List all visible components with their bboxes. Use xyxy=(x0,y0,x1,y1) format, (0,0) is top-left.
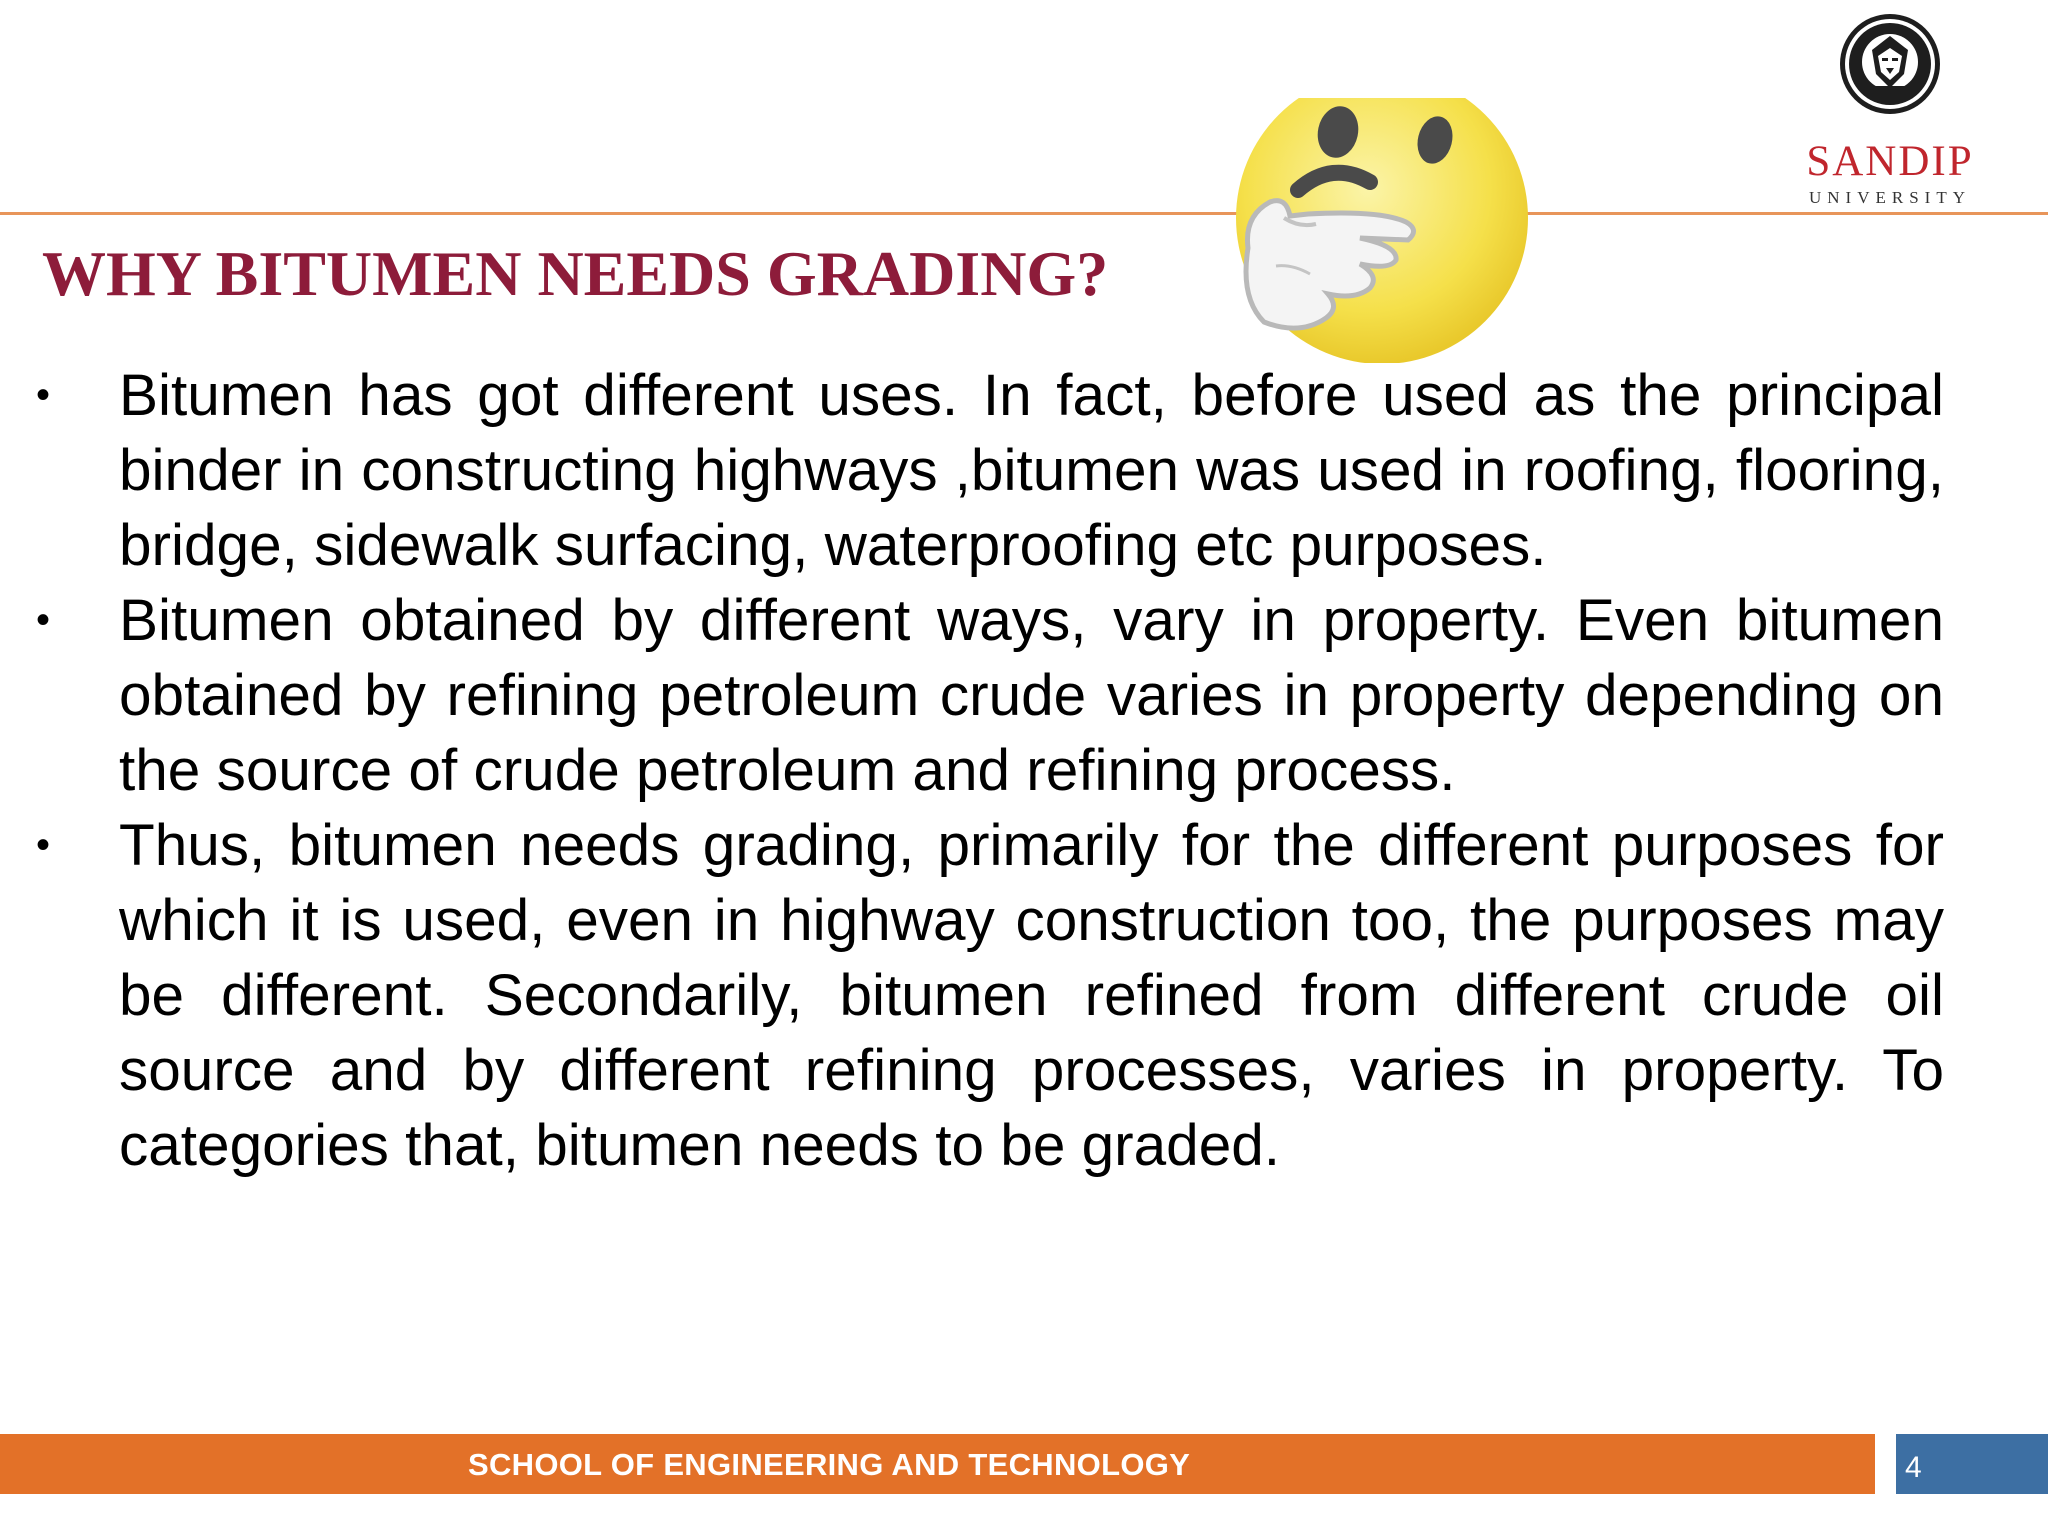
slide-title: WHY BITUMEN NEEDS GRADING? xyxy=(42,238,1109,309)
bullet-list xyxy=(36,358,1944,1183)
bullet-item xyxy=(36,583,1944,808)
bullet-item xyxy=(36,358,1944,583)
page-number: 4 xyxy=(1905,1451,1922,1484)
logo-subtitle: UNIVERSITY xyxy=(1809,188,1971,207)
bullet-text: Thus, bitumen needs grading, primarily for the different purposes for which it is used, even in highway construction too, the purposes may be different. Secondarily, bitumen refined from different crude oil source and by different refining processes, varies in property. To categories that, bitumen needs to be graded. xyxy=(119,813,1944,1178)
footer-text: SCHOOL OF ENGINEERING AND TECHNOLOGY xyxy=(468,1447,1191,1482)
bullet-item xyxy=(36,808,1944,1183)
university-logo xyxy=(1796,12,1984,207)
bullet-marker: • xyxy=(36,373,51,417)
bullet-marker: • xyxy=(36,823,51,867)
bullet-marker: • xyxy=(36,598,51,642)
bullet-text: Bitumen obtained by different ways, vary in property. Even bitumen obtained by refining petroleum crude varies in property depending on the source of crude petroleum and refining process. xyxy=(119,588,1944,803)
header-divider xyxy=(0,212,2048,215)
bullet-text: Bitumen has got different uses. In fact, before used as the principal binder in constructing highways ,bitumen was used in roofing, flooring, bridge, sidewalk surfacing, waterproofing etc purposes. xyxy=(119,363,1944,578)
logo-name: SANDIP xyxy=(1806,138,1974,185)
lion-emblem-icon xyxy=(1838,12,1942,116)
thinking-face-icon xyxy=(1230,98,1540,363)
